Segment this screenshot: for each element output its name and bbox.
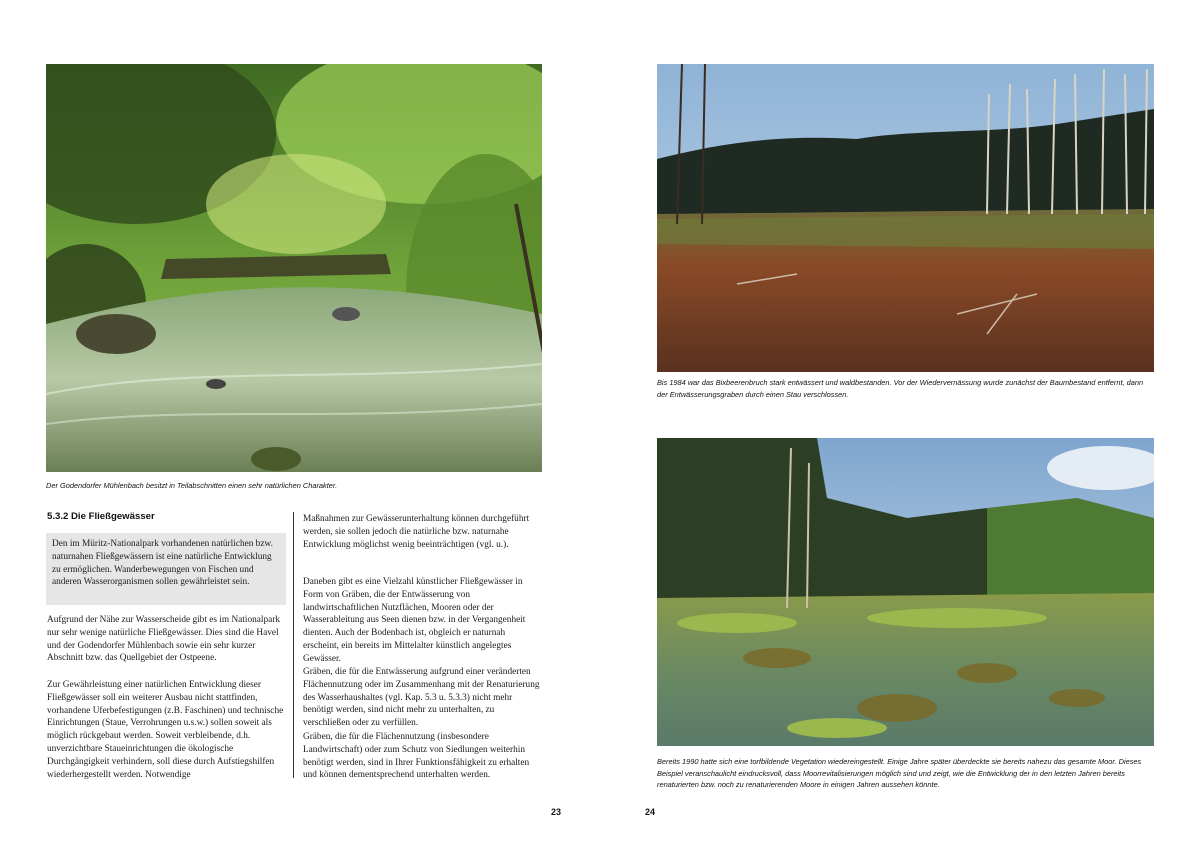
cleared-bog-caption: Bis 1984 war das Bixbeerenbruch stark entwässert und waldbestanden. Vor der Wiedervernässung wurde zunächst der Baumbestand entfernt, dann der Entwässerungsgraben durch einen Stau verschlossen. — [657, 378, 1144, 399]
col2-para-4: Gräben, die für die Flächennutzung (insbesondere Landwirtschaft) oder zum Schutz von Siedlungen weiterhin benötigt werden, sind in Ihrer Funktionsfähigkeit zu erhalten und können dementsprechend unterhalten werden. — [303, 732, 530, 781]
abstract-text: Den im Müritz-Nationalpark vorhandenen natürlichen bzw. naturnahen Fließgewässern ist eine natürliche Entwicklung zu ermöglichen. Wanderbewegungen von Fischen und anderen Wasserorganismen sollen gewährleistet sein. — [52, 539, 273, 588]
page-number-right: 24 — [645, 807, 656, 817]
section-abstract — [46, 533, 286, 605]
stream-photo — [46, 64, 542, 472]
page-number-left: 23 — [551, 807, 562, 817]
restored-bog-caption: Bereits 1990 hatte sich eine torfbildende Vegetation wiedereingestellt. Einige Jahre später überdeckte sie bereits nahezu das gesamte Moor. Dieses Beispiel veranschaulicht eindrucksvoll, dass Moorrevitalisierungen möglich sind und zeigt, wie die Entwicklung der in den letzten Jahren bereits renaturierten bzw. noch zu renaturierenden Moore in einigen Jahren aussehen könnte. — [657, 757, 1142, 789]
col1-para-2: Zur Gewährleistung einer natürlichen Entwicklung dieser Fließgewässer soll ein weiterer Ausbau nicht stattfinden, vorhandene Uferbefestigungen (z.B. Faschinen) und technische Einrichtungen (Staue, Verrohrungen u.s.w.) sollen soweit als möglich rückgebaut werden. Soweit verbleibende, d.h. unverzichtbare Staueinrichtungen die ökologische Durchgängigkeit verhindern, soll diese durch Aufstiegshilfen wiederhergestellt werden. Notwendige — [47, 680, 284, 780]
cleared-bog-photo — [657, 64, 1154, 372]
col2-para-1: Maßnahmen zur Gewässerunterhaltung können durchgeführt werden, sie sollen jedoch die natürliche bzw. naturnahe Entwicklung möglichst wenig beeinträchtigen (vgl. u.). — [303, 514, 530, 550]
column-divider — [293, 512, 294, 778]
stream-photo-caption: Der Godendorfer Mühlenbach besitzt in Teilabschnitten einen sehr natürlichen Charakter. — [46, 481, 338, 490]
restored-bog-photo — [657, 438, 1154, 746]
col2-para-3: Gräben, die für die Entwässerung aufgrund einer veränderten Flächennutzung oder im Zusammenhang mit der Renaturierung des Wasserhaushaltes (vgl. Kap. 5.3 u. 5.3.3) nicht mehr benötigt werden, sind nicht mehr zu unterhalten, zu verschließen oder zu verfüllen. — [303, 667, 540, 729]
col2-para-2: Daneben gibt es eine Vielzahl künstlicher Fließgewässer in Form von Gräben, die der Entwässerung von landwirtschaftlichen Nutzflächen, Mooren oder der Wasserableitung aus Seen dienen bzw. in der Vergangenheit dienten. Auch der Bodenbach ist, obgleich er naturnah erscheint, ein bereits im Mittelalter künstlich angelegtes Gewässer. — [303, 577, 526, 664]
col1-para-1: Aufgrund der Nähe zur Wasserscheide gibt es im Nationalpark nur sehr wenige natürliche Fließgewässer. Dies sind die Havel und der Godendorfer Mühlenbach sowie ein sehr kurzer Abschnitt bzw. das Quellgebiet der Ostpeene. — [47, 615, 280, 664]
section-heading: 5.3.2 Die Fließgewässer — [47, 511, 155, 522]
